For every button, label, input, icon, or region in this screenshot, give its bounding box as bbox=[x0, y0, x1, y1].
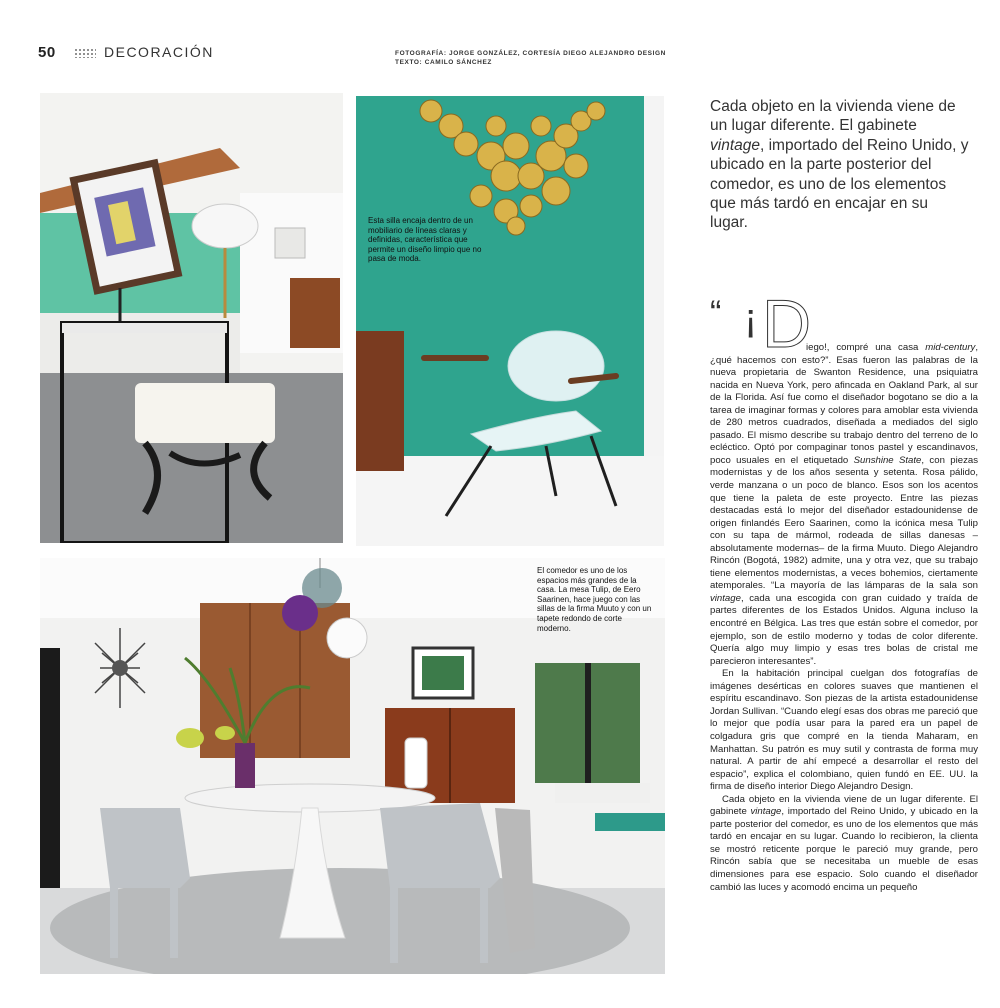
p1-run: , cada una escogida con gran cuidado y traída de partes diferentes de los Estados Unidos. Alguna incluso la encontré en Bélgica. Las tres que están sobre el comedor, por ejemplo, son de estilo moderno y todas de color diferente. Quería algo muy limpio y esas tres bolas de cristal me parecieron interesantes”. bbox=[710, 592, 978, 667]
p1-run: vintage bbox=[710, 592, 741, 604]
p2-run: En la habitación principal cuelgan dos fotografías de imágenes desérticas en colores suaves que mantienen el espíritu escandinavo. Son piezas de la artista estadounidense Jordan Sullivan. “Cuando elegí esas dos obras me pareció que lo mejor que podía usar para la pared era un papel de colgadura gris que compré en la tienda Maharam, en Manhattan. Su patrón es muy sutil y contrasta de forma muy natural. A partir de ahí empecé a desarrollar el resto del espacio”, explica el colombiano, quien fundó en EE. UU. la firma de diseño interior Diego Alejandro Design. bbox=[710, 668, 978, 793]
dining-caption: El comedor es uno de los espacios más grandes de la casa. La mesa Tulip, de Eero Saarinen, hace juego con las sillas de la firma Muuto y con un tapete redondo de corte moderno. bbox=[537, 566, 652, 633]
p1-run: mid-century bbox=[925, 342, 976, 353]
paragraph-1 bbox=[710, 342, 978, 668]
pull-quote-part1: Cada objeto en la vivienda viene de un lugar diferente. El gabinete bbox=[710, 98, 956, 135]
paragraph-2 bbox=[710, 668, 978, 793]
dot-ornament bbox=[74, 48, 96, 58]
section-title: DECORACIÓN bbox=[104, 44, 214, 60]
dining-room-photo bbox=[40, 558, 665, 974]
p1-run: , ¿qué hacemos con esto?”. Esas fueron las palabras de la nueva propietaria de Swanton Residence, una psiquiatra nacida en Nueva York, pero afincada en Oakland Park, al sur de la Florida. Así fue como el diseñador bogotano se dio a la tarea de imaginar formas y colores para amoblar esta vivienda de 280 metros cuadrados, diseñada a mediados del siglo pasado. El mismo describe su trabajo dentro del terreno de lo ecléctico. Optó por compaginar tonos pastel y escandinavos, poco usuales en el etiquetado bbox=[710, 342, 978, 466]
p3-run: , importado del Reino Unido, y ubicado en la parte posterior del comedor, es uno de los elementos que más tardó en encajar en su lugar. Cuando lo recibieron, la clienta se mostró reticente porque le pareció muy grande, pero Rincón sabía que se necesitaba un mueble de esas dimensiones para ese espacio. Solo cuando el diseñador cambió las luces y acomodó encima un pequeño bbox=[710, 806, 978, 893]
p1-run: iego!, compré una casa bbox=[806, 342, 926, 353]
pull-quote-italic: vintage bbox=[710, 136, 760, 154]
pull-quote-part2: , importado del Reino Unido, y ubicado en la parte posterior del comedor, es uno de los elementos que más tardó en encajar en su lugar. bbox=[710, 136, 969, 232]
article-body bbox=[710, 342, 978, 894]
drop-cap: D bbox=[762, 286, 812, 362]
p1-run: Sunshine State bbox=[853, 454, 922, 466]
drop-exclamation: ¡ bbox=[744, 296, 758, 340]
p3-run: Cada objeto en la vivienda viene de un lugar diferente. El gabinete bbox=[710, 793, 978, 818]
p3-run: vintage bbox=[750, 806, 782, 818]
living-room-photo bbox=[40, 93, 343, 543]
text-credit: TEXTO: CAMILO SÁNCHEZ bbox=[395, 59, 492, 66]
chair-photo bbox=[356, 96, 664, 546]
p1-run: , con piezas modernistas y de los años sesenta y setenta. Rosa pálido, verde manzana o un poco de blanco. Esos son los acentos que tiene la paleta de este proyecto. Entre las piezas destacadas está lo mejor del diseñador estadounidense de origen finlandés Eero Saarinen, como la icónica mesa Tulip con su tapa de mármol, rodeada de sillas danesas –absolutamente modernas– de la firma Muuto. Diego Alejandro Rincón (Bogotá, 1982) admite, una y otra vez, que su trabajo tiene elementos modernistas, a veces bohemios, ciertamente atemporales. “La mayoría de las lámparas de la sala son bbox=[710, 454, 978, 592]
chair-caption: Esta silla encaja dentro de un mobiliario de líneas claras y definidas, característica que permite un diseño limpio que no pasa de moda. bbox=[368, 216, 482, 264]
pull-quote bbox=[710, 97, 970, 233]
paragraph-3 bbox=[710, 794, 978, 894]
photo-credit: FOTOGRAFÍA: JORGE GONZÁLEZ, CORTESÍA DIEGO ALEJANDRO DESIGN bbox=[395, 50, 666, 57]
page-number: 50 bbox=[38, 44, 56, 61]
drop-quote-mark: “ bbox=[710, 294, 722, 332]
